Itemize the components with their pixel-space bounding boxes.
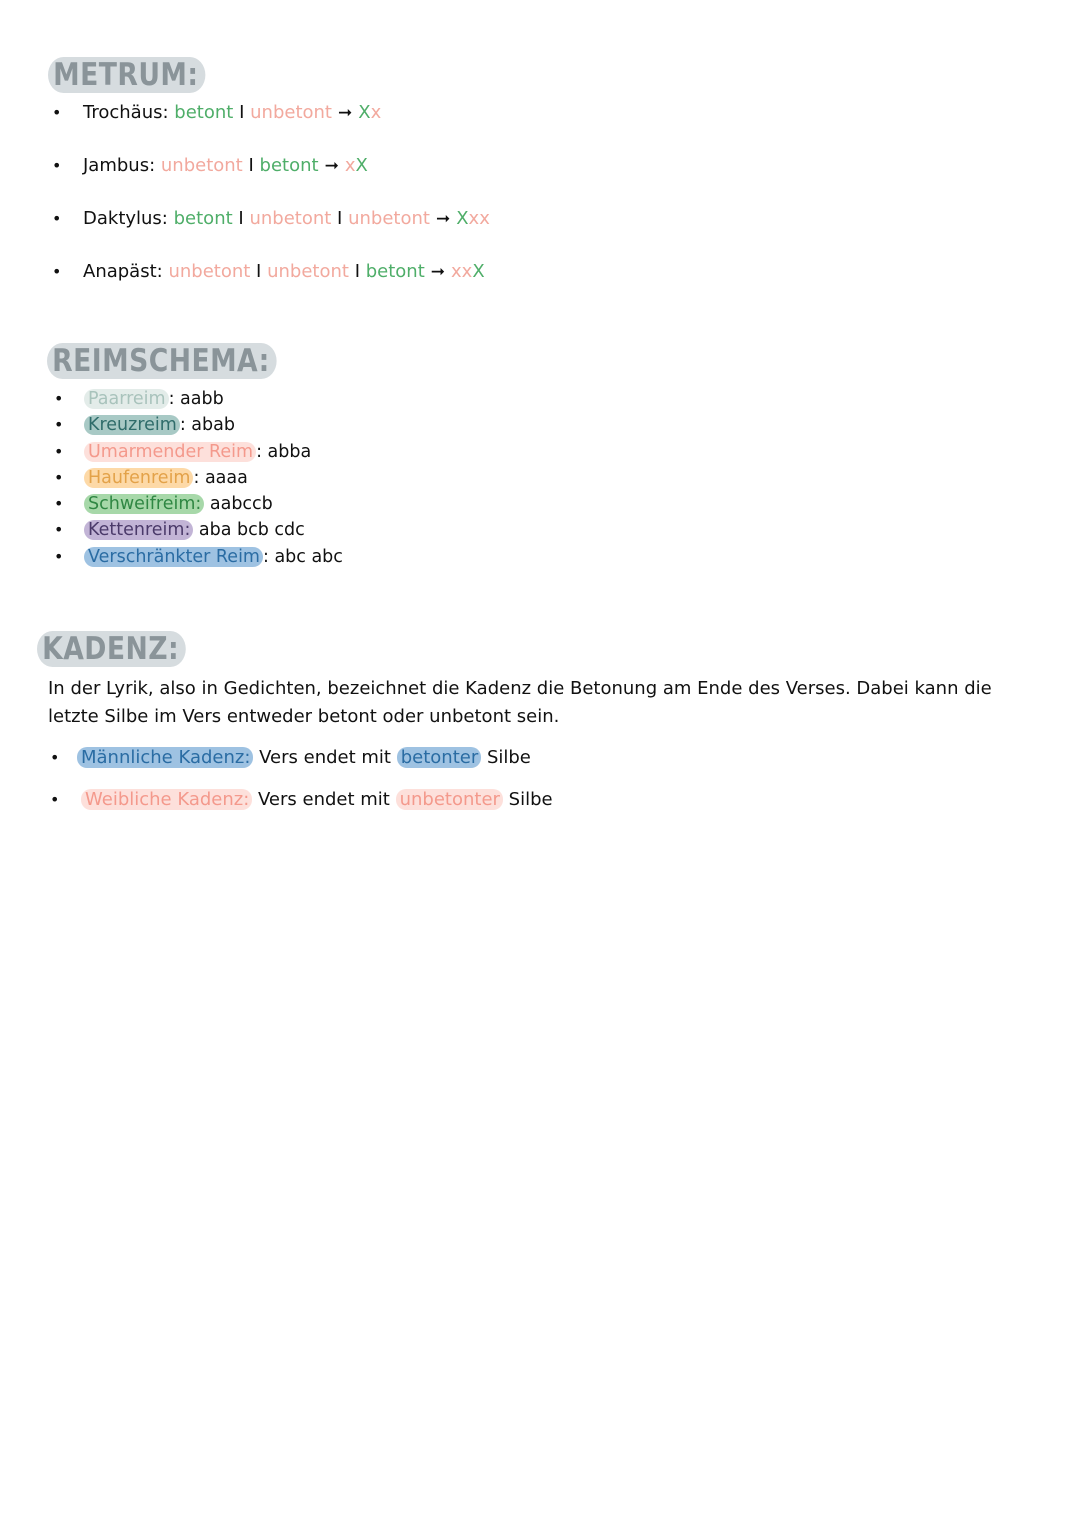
reim-scheme: : abba [256, 441, 312, 462]
metrum-item [52, 96, 490, 149]
reim-name: Schweifreim: [84, 494, 204, 514]
metrum-item [52, 202, 490, 255]
unbetont-syllable: unbetont [160, 155, 243, 176]
metrum-label: Anapäst: [83, 261, 163, 282]
arrow-icon: ➞ [337, 103, 353, 123]
kadenz-item [50, 744, 553, 786]
reim-scheme: : abab [179, 415, 235, 436]
kadenz-term: Weibliche Kadenz: [81, 789, 252, 810]
unbetont-syllable: unbetont [249, 208, 332, 229]
separator: I [239, 102, 245, 123]
arrow-icon: ➞ [324, 156, 339, 176]
reim-name: Haufenreim [84, 468, 193, 488]
unbetont-syllable: unbetont [348, 208, 430, 229]
reimschema-item [54, 439, 343, 465]
separator: I [256, 261, 262, 282]
reimschema-heading: REIMSCHEMA: [47, 343, 277, 379]
metrum-notation: X [472, 261, 485, 282]
reimschema-item [54, 412, 343, 438]
bullet-icon: • [50, 790, 60, 809]
metrum-notation: X [456, 208, 469, 229]
metrum-heading: METRUM: [48, 57, 205, 93]
kadenz-paragraph: In der Lyrik, also in Gedichten, bezeichnet die Kadenz die Betonung am Ende des Verses. Dabei kann die letzte Silbe im Vers entweder betont oder unbetont sein. [48, 678, 992, 727]
kadenz-tail: Silbe [481, 747, 531, 768]
metrum-item [52, 149, 490, 202]
bullet-icon: • [52, 209, 62, 228]
reim-name: Verschränkter Reim [84, 547, 263, 567]
reim-scheme: : abc abc [262, 546, 343, 567]
kadenz-term: Männliche Kadenz: [77, 747, 253, 768]
reim-scheme: : aabb [168, 389, 224, 409]
reim-name: Umarmender Reim [84, 442, 256, 462]
reim-scheme: : aaaa [193, 467, 248, 488]
kadenz-keyword: unbetonter [396, 789, 503, 810]
metrum-list [52, 96, 490, 308]
kadenz-list [50, 744, 553, 828]
separator: I [337, 208, 343, 229]
bullet-icon: • [54, 389, 64, 408]
separator: I [238, 208, 244, 229]
kadenz-text: Vers endet mit [253, 747, 397, 768]
reim-name: Kreuzreim [84, 415, 180, 435]
bullet-icon: • [54, 441, 64, 461]
unbetont-syllable: unbetont [250, 102, 332, 123]
bullet-icon: • [52, 103, 62, 122]
arrow-icon: ➞ [430, 262, 446, 282]
metrum-label: Trochäus: [83, 102, 169, 123]
reimschema-item [54, 465, 343, 491]
kadenz-tail: Silbe [502, 789, 553, 810]
reim-scheme: aba bcb cdc [193, 520, 305, 541]
reim-name: Paarreim [84, 389, 169, 409]
reimschema-item [54, 386, 343, 412]
unbetont-syllable: unbetont [168, 261, 251, 282]
bullet-icon: • [54, 494, 64, 514]
arrow-icon: ➞ [435, 209, 451, 229]
metrum-label: Jambus: [83, 155, 156, 176]
bullet-icon: • [54, 520, 64, 540]
betont-syllable: betont [174, 102, 234, 123]
metrum-item [52, 255, 490, 308]
bullet-icon: • [54, 546, 64, 566]
reimschema-item [54, 491, 343, 517]
reimschema-item [54, 517, 343, 543]
separator: I [354, 261, 360, 282]
betont-syllable: betont [173, 208, 233, 229]
bullet-icon: • [54, 415, 64, 435]
kadenz-item [50, 786, 553, 828]
betont-syllable: betont [259, 155, 319, 176]
betont-syllable: betont [365, 261, 425, 282]
bullet-icon: • [50, 748, 60, 767]
metrum-notation: x [370, 102, 382, 123]
unbetont-syllable: unbetont [267, 261, 349, 282]
metrum-label: Daktylus: [83, 208, 168, 229]
reim-scheme: aabccb [204, 494, 273, 515]
separator: I [248, 155, 254, 176]
metrum-notation: X [358, 102, 371, 123]
metrum-notation: x [344, 155, 356, 176]
kadenz-keyword: betonter [397, 747, 482, 768]
reim-name: Kettenreim: [84, 520, 193, 540]
reimschema-list [54, 386, 343, 570]
bullet-icon: • [52, 156, 62, 175]
metrum-notation: X [355, 155, 368, 176]
metrum-notation: xx [451, 261, 473, 282]
bullet-icon: • [52, 262, 62, 281]
kadenz-heading: KADENZ: [37, 631, 186, 667]
kadenz-text: Vers endet mit [252, 789, 396, 810]
reimschema-item [54, 544, 343, 570]
metrum-notation: xx [468, 208, 490, 229]
bullet-icon: • [54, 467, 64, 487]
